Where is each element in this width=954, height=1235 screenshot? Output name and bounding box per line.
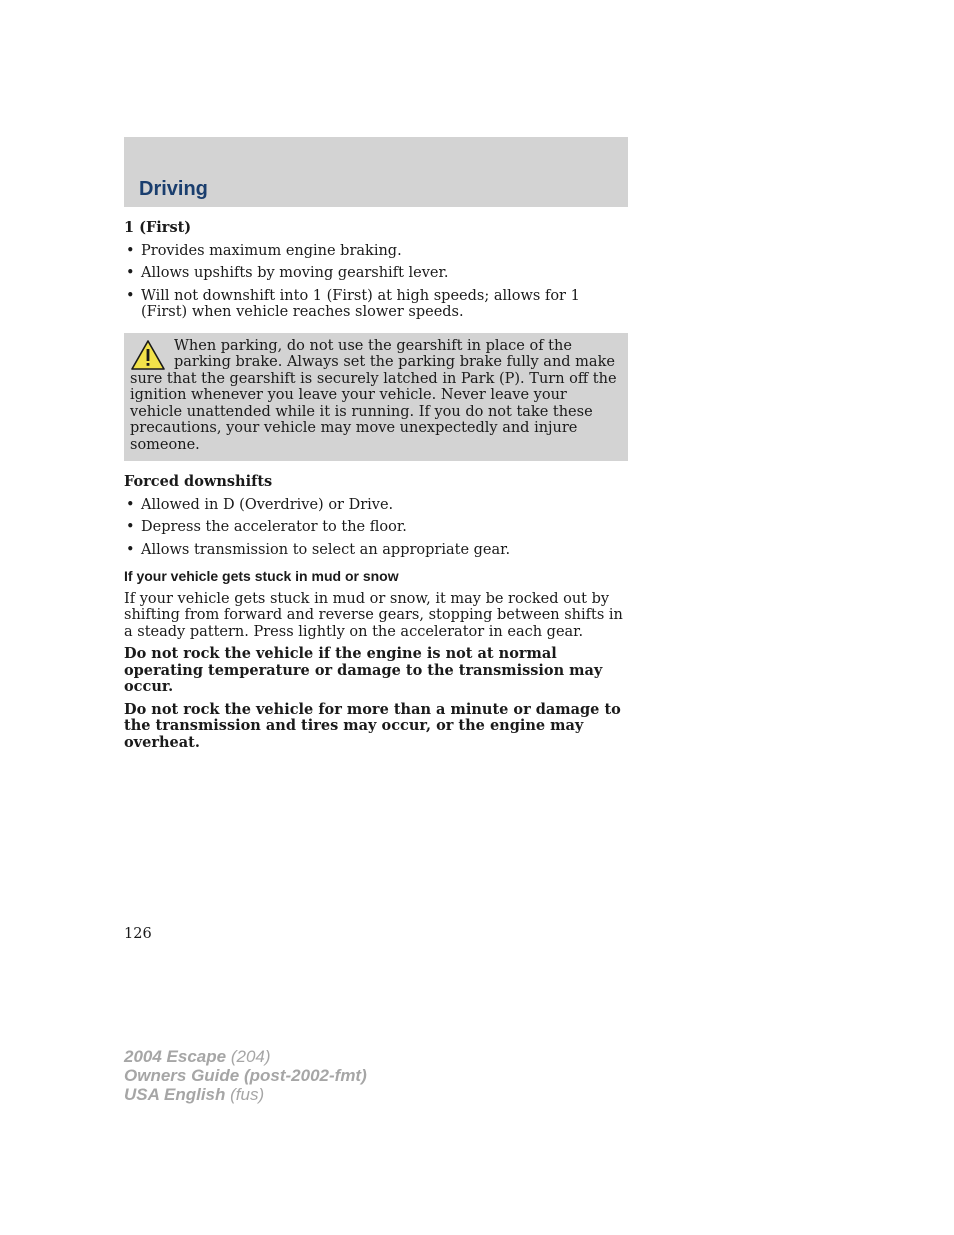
first-gear-heading: 1 (First) <box>124 219 192 236</box>
document-footer <box>124 1047 367 1104</box>
footer-guide: Owners Guide (post-2002-fmt) <box>124 1066 367 1085</box>
bullet-icon: • <box>126 242 135 259</box>
footer-language-code: (fus) <box>230 1085 265 1104</box>
forced-downshifts-heading: Forced downshifts <box>124 473 273 490</box>
footer-language: USA English <box>124 1085 226 1104</box>
section-title: Driving <box>139 178 208 200</box>
warning-text: When parking, do not use the gearshift in place of the parking brake. Always set the parking brake fully and make sure that the gearshift is securely latched in Park (P). Turn off the ignition whenever you leave your vehicle. Never leave your vehicle unattended while it is running. If you do not take these precautions, your vehicle may move unexpectedly and injure someone. <box>130 337 617 453</box>
bullet-icon: • <box>126 265 135 281</box>
footer-model-code: (204) <box>230 1047 271 1066</box>
section-header <box>124 137 628 207</box>
warning-triangle-icon <box>130 339 166 371</box>
bullet-icon: • <box>126 541 135 558</box>
list-item: • Provides maximum engine braking. <box>126 242 402 259</box>
warning-box <box>124 333 628 462</box>
list-item: • Depress the accelerator to the floor. <box>126 519 407 535</box>
bullet-icon: • <box>126 519 135 535</box>
stuck-paragraph: If your vehicle gets stuck in mud or snow, it may be rocked out by shifting from forward and reverse gears, stopping between shifts in a steady pattern. Press lightly on the accelerator in each gear. <box>124 590 623 640</box>
list-item: • Allowed in D (Overdrive) or Drive. <box>126 496 394 513</box>
caution-temperature: Do not rock the vehicle if the engine is not at normal operating temperature or damage to the transmission may occur. <box>124 645 603 695</box>
list-item: • Will not downshift into 1 (First) at high speeds; allows for 1 (First) when vehicle reaches slower speeds. <box>126 287 580 320</box>
forced-downshifts-list <box>124 497 628 559</box>
bullet-icon: • <box>126 287 135 304</box>
page-number: 126 <box>124 926 152 942</box>
stuck-heading: If your vehicle gets stuck in mud or snow <box>124 568 399 584</box>
first-gear-list <box>124 243 628 321</box>
page-content <box>124 220 628 757</box>
list-item: • Allows upshifts by moving gearshift lever. <box>126 265 449 281</box>
caution-duration: Do not rock the vehicle for more than a minute or damage to the transmission and tires may occur, or the engine may overheat. <box>124 700 621 751</box>
list-item: • Allows transmission to select an appropriate gear. <box>126 541 511 558</box>
footer-model: 2004 Escape <box>124 1047 227 1066</box>
bullet-icon: • <box>126 496 135 513</box>
